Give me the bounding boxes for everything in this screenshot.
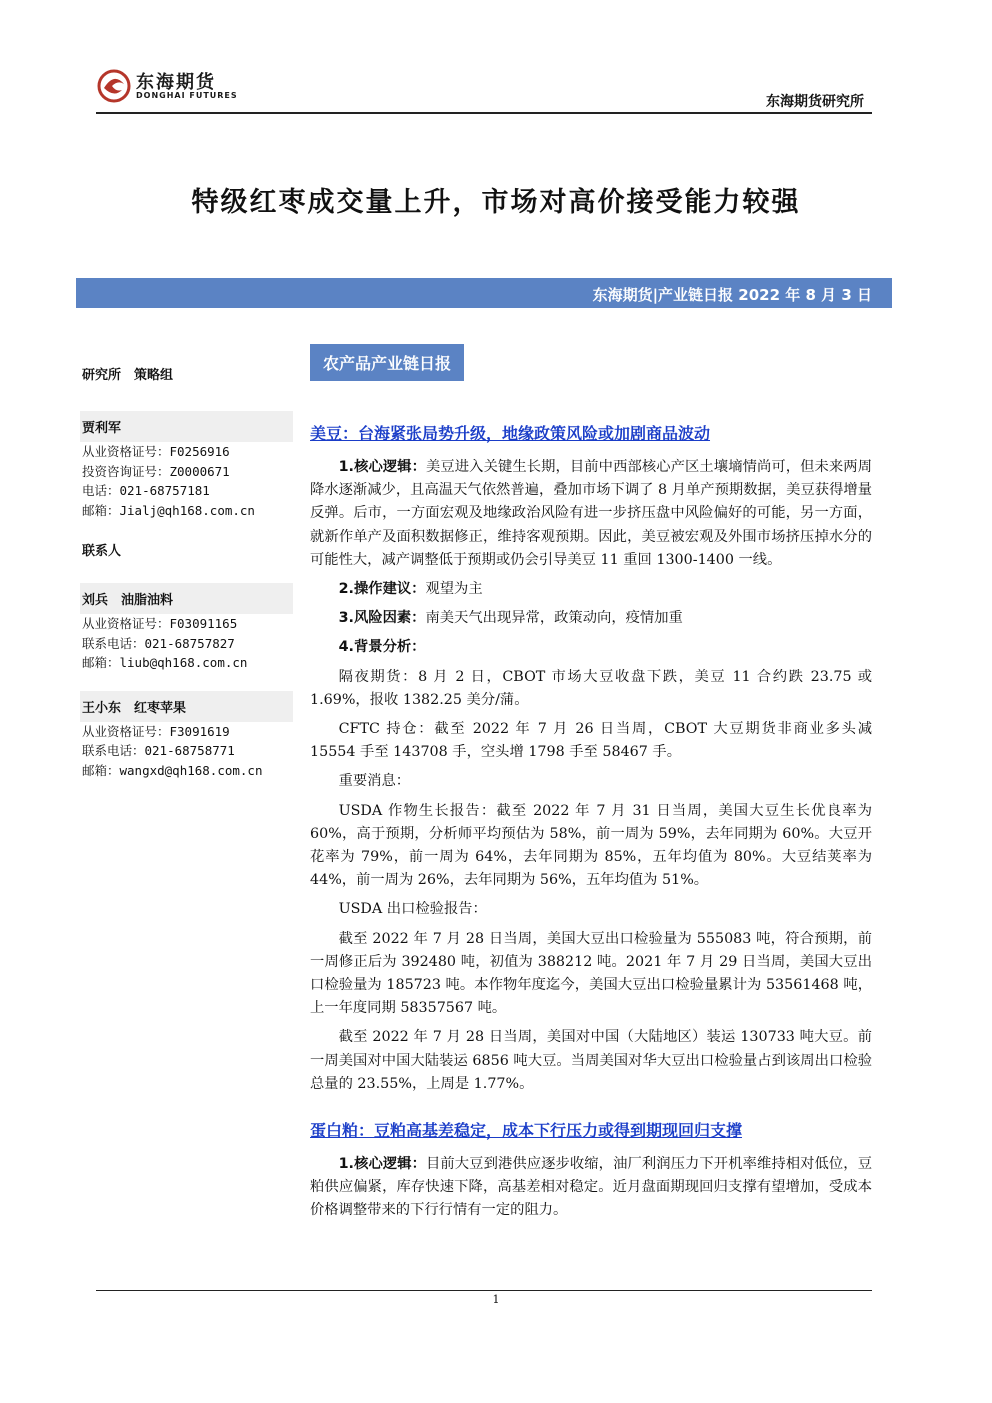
analyst-name-band xyxy=(80,411,293,442)
contact-info-line: 从业资格证号：F3091619 xyxy=(82,723,230,739)
contact-name: 王小东 红枣苹果 xyxy=(82,700,187,716)
para-lead: 1.核心逻辑： xyxy=(338,459,427,475)
para-lead: 4.背景分析： xyxy=(338,639,426,656)
contact-info-line: 联系电话：021-68757827 xyxy=(82,635,235,651)
paragraph xyxy=(310,636,872,659)
logo-text-cn: 东海期货 xyxy=(136,72,216,93)
para-text: 目前大豆到港供应逐步收缩，油厂利润压力下开机率维持相对低位，豆粕供应偏紧，库存快速下降，高基差相对稳定。近月盘面期现回归支撑有望增加，受成本价格调整带来的下行行情有一定的阻力。 xyxy=(310,1156,872,1219)
contact-info-line: 从业资格证号：F03091165 xyxy=(82,616,238,631)
sidebar xyxy=(80,358,293,780)
paragraph: 重要消息： xyxy=(338,773,411,790)
report-title: 特级红枣成交量上升，市场对高价接受能力较强 xyxy=(191,187,801,218)
page-number: 1 xyxy=(492,1293,500,1306)
contact-info-line: 联系电话：021-68758771 xyxy=(82,743,235,758)
para-lead: 1.核心逻辑： xyxy=(338,1156,427,1173)
analyst-info-line: 投资咨询证号：Z0000671 xyxy=(82,463,230,479)
section-heading-meal[interactable]: 蛋白粕：豆粕高基差稳定，成本下行压力或得到期现回归支撑 xyxy=(310,1121,743,1141)
para-text: 南美天气出现异常，政策动向，疫情加重 xyxy=(425,610,683,627)
paragraph: 截至 2022 年 7 月 28 日当周，美国大豆出口检验量为 555083 吨，符合预期，前一周修正后为 392480 吨，初值为 388212 吨。2021 年 7 月 29 日当周，美国大豆出口检验量为 185723 吨。本作物年度迄今，美国大豆出口检验量累计为 53561468 吨，上一年度同期 58357567 吨。 xyxy=(310,930,872,1017)
section-heading-soybean[interactable]: 美豆：台海紧张局势升级，地缘政策风险或加剧商品波动 xyxy=(310,424,711,443)
company-logo xyxy=(96,66,246,106)
banner-text: 东海期货|产业链日报 2022 年 8 月 3 日 xyxy=(592,286,872,304)
para-text: 观望为主 xyxy=(425,581,483,598)
paragraph xyxy=(310,607,872,630)
report-banner xyxy=(76,278,892,308)
para-lead: 3.风险因素： xyxy=(338,610,426,627)
analyst-info-line: 从业资格证号：F0256916 xyxy=(82,444,230,459)
donghai-logo-icon xyxy=(96,66,132,104)
para-lead: 2.操作建议： xyxy=(338,581,426,598)
paragraph: 隔夜期货：8 月 2 日，CBOT 市场大豆收盘下跌，美豆 11 合约跌 23.75 或 1.69%，报收 1382.25 美分/蒲。 xyxy=(310,668,872,708)
paragraph xyxy=(310,456,872,572)
paragraph: USDA 出口检验报告： xyxy=(338,901,487,918)
section-tag: 农产品产业链日报 xyxy=(310,344,464,381)
org-name: 东海期货研究所 xyxy=(766,94,864,110)
contact-name-band xyxy=(80,583,293,614)
contact-name: 刘兵 油脂油料 xyxy=(82,593,174,608)
paragraph xyxy=(310,1153,872,1223)
paragraph: USDA 作物生长报告：截至 2022 年 7 月 31 日当周，美国大豆生长优良率为 60%，高于预期，分析师平均预估为 58%，前一周为 59%，去年同期为 60%。大豆开花率为 79%，前一周为 64%，去年同期为 85%，五年均值为 80%。大豆结荚率为 44%，前一周为 26%，去年同期为 56%，五年均值为 51%。 xyxy=(310,802,872,889)
dept-label: 研究所 策略组 xyxy=(82,368,174,383)
paragraph: CFTC 持仓：截至 2022 年 7 月 26 日当周，CBOT 大豆期货非商业多头减 15554 手至 143708 手，空头增 1798 手至 58467 手。 xyxy=(310,721,872,761)
paragraph xyxy=(310,578,872,601)
contact-name-band xyxy=(80,691,293,722)
header-divider xyxy=(96,112,872,114)
para-text: 美豆进入关键生长期，目前中西部核心产区土壤墒情尚可，但未来两周降水逐渐减少，且高温天气依然普遍，叠加市场下调了 8 月单产预期数据，美豆获得增量反弹。后市，一方面宏观及地缘政治风险有进一步挤压盘中风险偏好的可能，另一方面，就新作单产及面积数据修正，维持客观预期。因此，美豆被宏观及外围市场挤压掉水分的可能性大，减产调整低于预期或仍会引导美豆 11 重回 1300-1400 一线。 xyxy=(310,459,872,568)
contacts-title: 联系人 xyxy=(82,544,122,559)
paragraph: 截至 2022 年 7 月 28 日当周，美国对中国（大陆地区）装运 130733 吨大豆。前一周美国对中国大陆装运 6856 吨大豆。当周美国对华大豆出口检验量占到该周出口检验总量的 23.55%，上周是 1.77%。 xyxy=(310,1029,872,1092)
analyst-info-line: 电话：021-68757181 xyxy=(82,483,210,498)
footer-divider xyxy=(96,1290,872,1291)
analyst-name: 贾利军 xyxy=(82,421,122,436)
analyst-email[interactable]: 邮箱：Jialj@qh168.com.cn xyxy=(82,502,255,518)
contact-email[interactable]: 邮箱：wangxd@qh168.com.cn xyxy=(82,762,263,778)
contact-email[interactable]: 邮箱：liub@qh168.com.cn xyxy=(82,655,248,670)
logo-text-en: DONGHAI FUTURES xyxy=(136,91,238,100)
main-content xyxy=(310,344,872,1229)
